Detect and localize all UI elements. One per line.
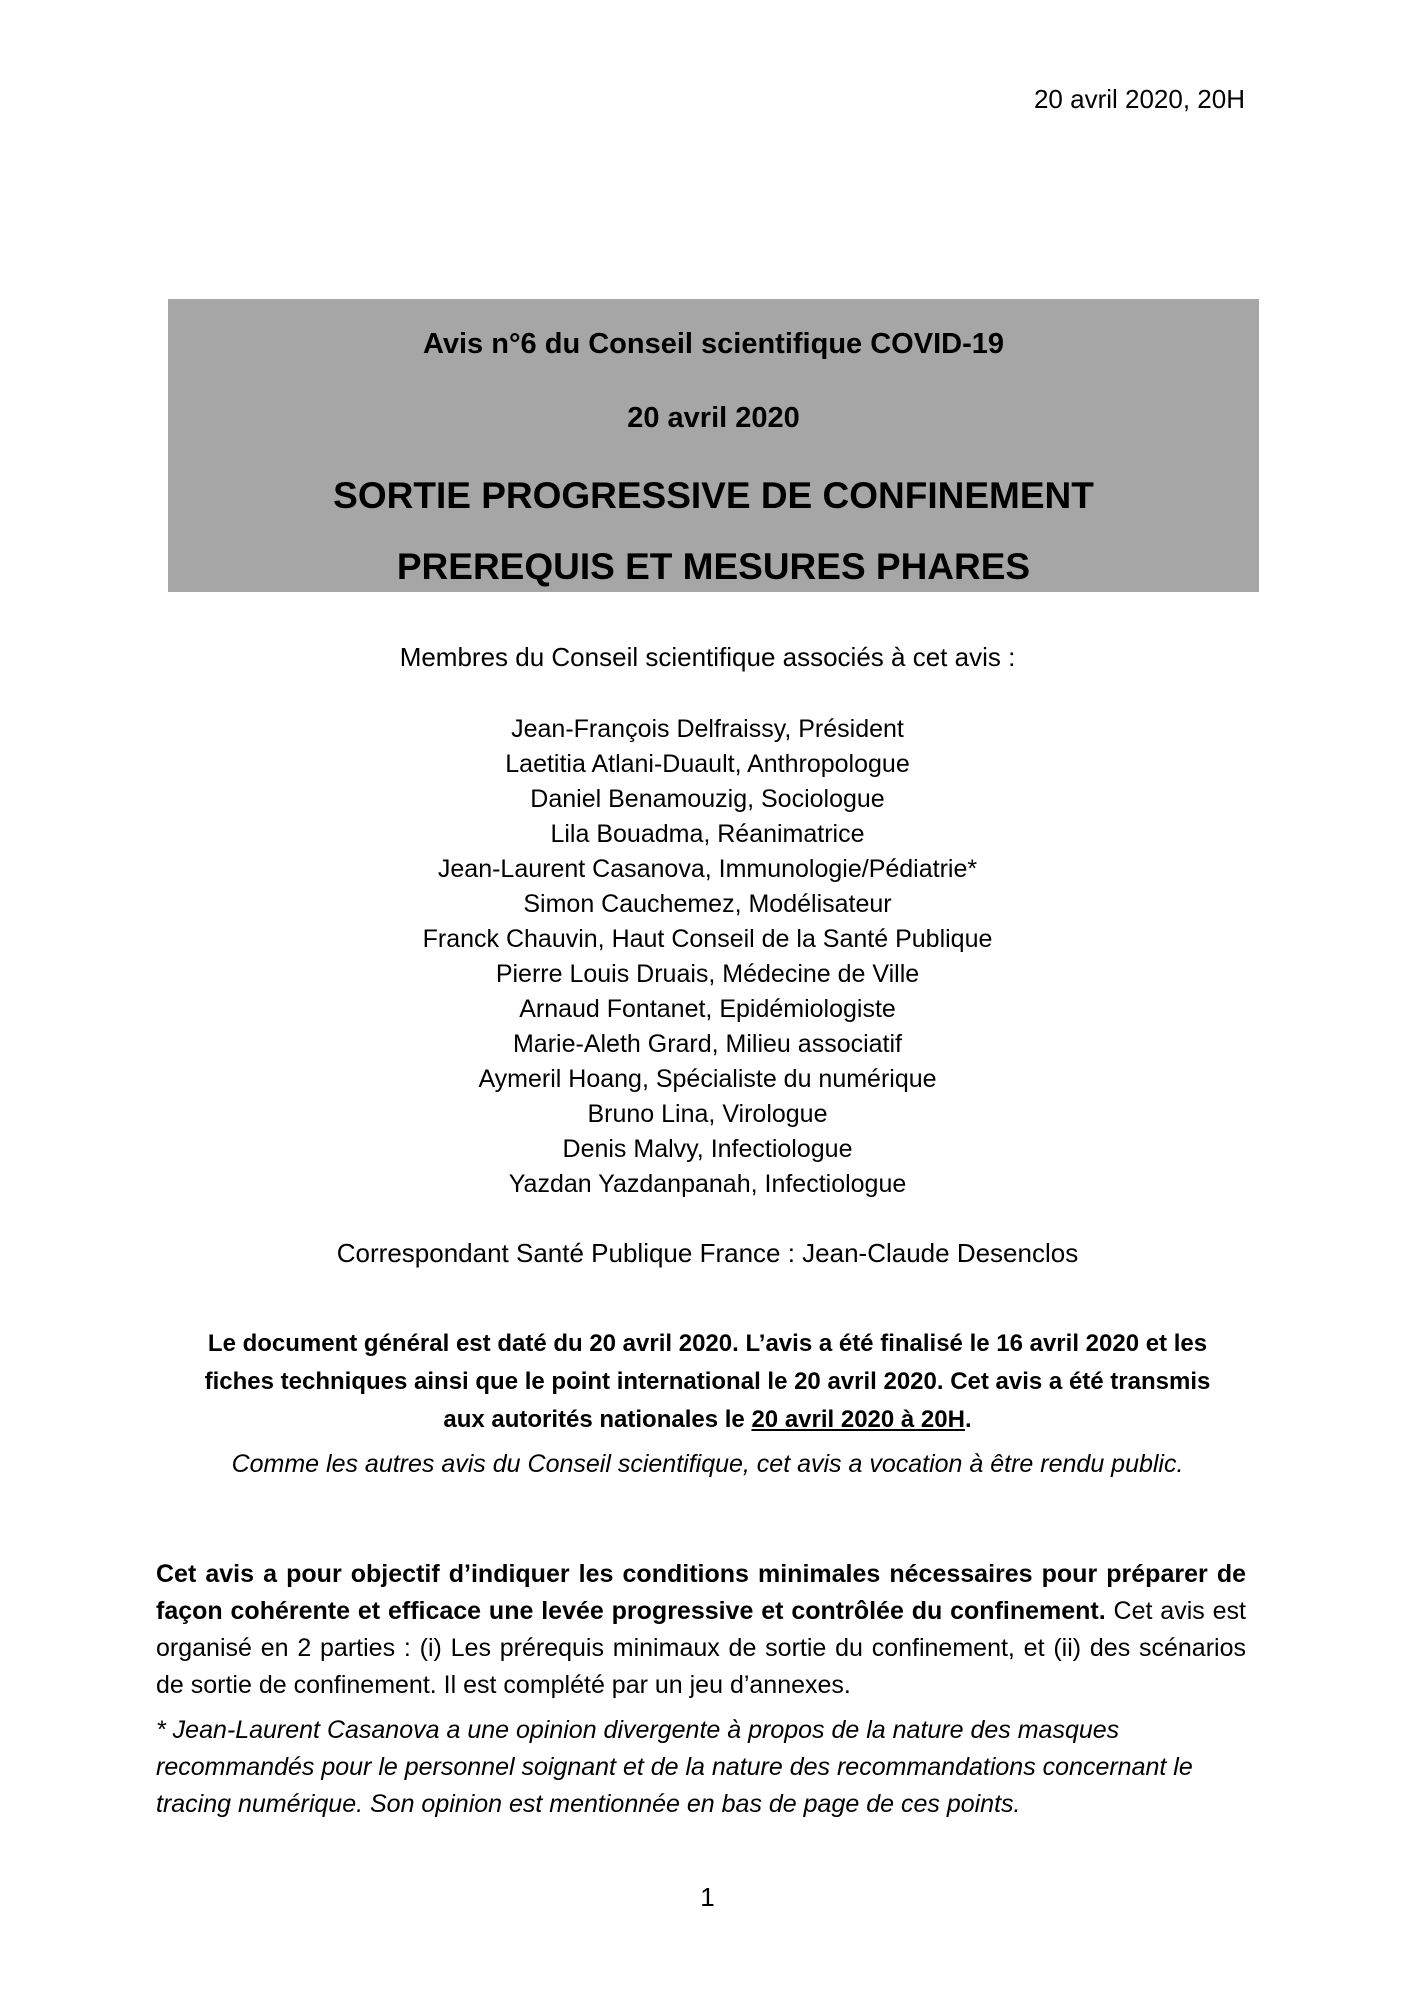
- member-item: Daniel Benamouzig, Sociologue: [530, 785, 885, 813]
- title-box: [168, 299, 1259, 592]
- member-item: Marie-Aleth Grard, Milieu associatif: [512, 1030, 902, 1058]
- member-item: Lila Bouadma, Réanimatrice: [550, 820, 865, 848]
- transmission-line-3-suffix: .: [964, 1406, 972, 1433]
- transmission-line-3: [0, 1401, 1415, 1439]
- public-disclosure-note: Comme les autres avis du Conseil scientifique, cet avis a vocation à être rendu public.: [231, 1450, 1184, 1478]
- title-line-date: 20 avril 2020: [627, 402, 800, 434]
- objective-regular-text: Cet avis est organisé en 2 parties : (i) Les prérequis minimaux de sortie du confinement, et (ii) des scénarios de sortie de confinement. Il est complété par un jeu d’annexes.: [156, 1597, 1246, 1699]
- page-number: 1: [700, 1882, 715, 1912]
- correspondent-line: Correspondant Santé Publique France : Jean-Claude Desenclos: [336, 1238, 1079, 1268]
- member-item: Yazdan Yazdanpanah, Infectiologue: [508, 1170, 907, 1198]
- objective-bold-text: Cet avis a pour objectif d’indiquer les conditions minimales nécessaires pour préparer de façon cohérente et efficace une levée progressive et contrôlée du confinement.: [156, 1560, 1246, 1625]
- member-item: Laetitia Atlani-Duault, Anthropologue: [505, 750, 910, 778]
- transmission-line-3-prefix: aux autorités nationales le: [443, 1406, 752, 1433]
- members-list: [0, 712, 1415, 1202]
- transmission-line-1: Le document général est daté du 20 avril 2020. L’avis a été finalisé le 16 avril 2020 et les: [207, 1330, 1208, 1357]
- member-item: Aymeril Hoang, Spécialiste du numérique: [478, 1065, 937, 1093]
- member-item: Jean-François Delfraissy, Président: [511, 715, 904, 743]
- member-item: Franck Chauvin, Haut Conseil de la Santé Publique: [422, 925, 993, 953]
- transmission-notice: [0, 1325, 1415, 1439]
- member-item: Simon Cauchemez, Modélisateur: [523, 890, 892, 918]
- transmission-date-underlined: 20 avril 2020 à 20H: [751, 1406, 965, 1433]
- transmission-line-2-wrap: [0, 1363, 1415, 1401]
- objective-paragraph: [156, 1556, 1246, 1704]
- member-item: Arnaud Fontanet, Epidémiologiste: [519, 995, 896, 1023]
- member-item: Denis Malvy, Infectiologue: [562, 1135, 853, 1163]
- member-item: Jean-Laurent Casanova, Immunologie/Pédiatrie*: [437, 855, 978, 883]
- members-heading: Membres du Conseil scientifique associés à cet avis :: [399, 642, 1016, 672]
- title-line-prerequis: PREREQUIS ET MESURES PHARES: [396, 546, 1031, 587]
- title-line-sortie: SORTIE PROGRESSIVE DE CONFINEMENT: [333, 475, 1094, 516]
- header-date: 20 avril 2020, 20H: [1033, 84, 1245, 114]
- member-item: Bruno Lina, Virologue: [587, 1100, 828, 1128]
- transmission-line-2: fiches techniques ainsi que le point international le 20 avril 2020. Cet avis a été transmis: [204, 1368, 1211, 1395]
- casanova-footnote: * Jean-Laurent Casanova a une opinion divergente à propos de la nature des masques recommandés pour le personnel soignant et de la nature des recommandations concernant le tracing numérique. Son opinion est mentionnée en bas de page de ces points.: [156, 1716, 1193, 1818]
- title-line-avis: Avis n°6 du Conseil scientifique COVID-19: [423, 328, 1004, 360]
- member-item: Pierre Louis Druais, Médecine de Ville: [495, 960, 920, 988]
